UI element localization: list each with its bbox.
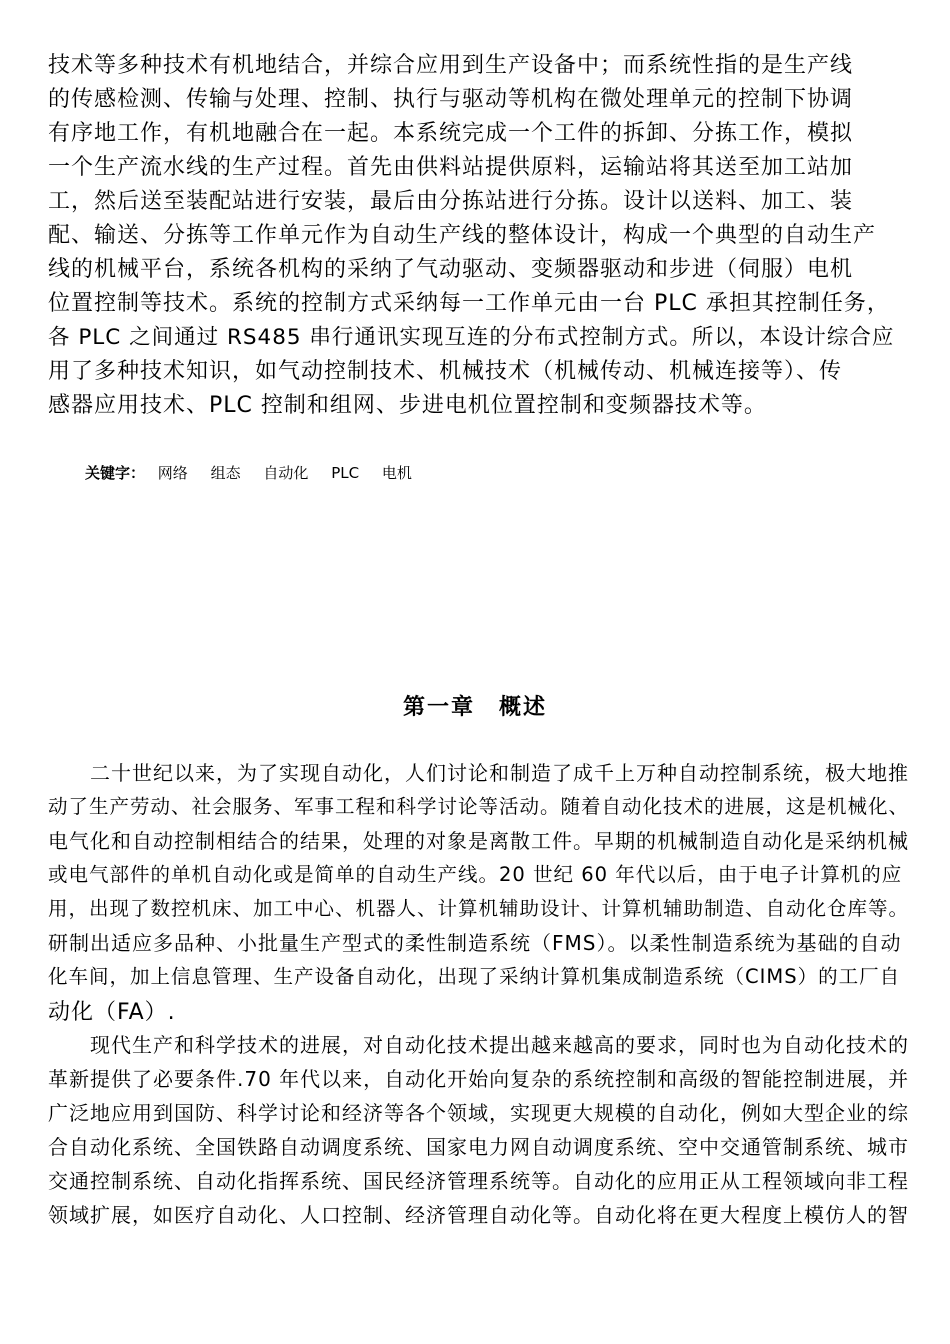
body-line: 电气化和自动控制相结合的结果，处理的对象是离散工件。早期的机械制造自动化是采纳机械 <box>48 829 909 853</box>
body-line: 合自动化系统、全国铁路自动调度系统、国家电力网自动调度系统、空中交通管制系统、城市 <box>48 1135 909 1159</box>
body-line: 领域扩展，如医疗自动化、人口控制、经济管理自动化等。自动化将在更大程度上模仿人的智 <box>48 1203 909 1227</box>
body-line: 动了生产劳动、社会服务、军事工程和科学讨论等活动。随着自动化技术的进展，这是机械化、 <box>48 795 910 818</box>
body-line: 用，出现了数控机床、加工中心、机器人、计算机辅助设计、计算机辅助制造、自动化仓库等。 <box>48 897 910 920</box>
chapter-title: 第一章 概述 <box>402 695 547 720</box>
abstract-line: 感器应用技术、PLC 控制和组网、步进电机位置控制和变频器技术等。 <box>48 393 767 418</box>
abstract-line: 线的机械平台，系统各机构的采纳了气动驱动、变频器驱动和步进（伺服）电机 <box>48 257 854 282</box>
keyword: 组态 <box>210 464 241 482</box>
body-line: 现代生产和科学技术的进展，对自动化技术提出越来越高的要求，同时也为自动化技术的 <box>48 1033 909 1057</box>
keywords-label: 关键字： <box>85 464 146 482</box>
keyword: PLC <box>331 464 360 482</box>
body-line: 化车间，加上信息管理、生产设备自动化，出现了采纳计算机集成制造系统（CIMS）的工厂自 <box>48 965 901 988</box>
abstract-line: 的传感检测、传输与处理、控制、执行与驱动等机构在微处理单元的控制下协调 <box>48 87 854 112</box>
body-line: 动化（FA）. <box>48 1000 176 1025</box>
body-line: 或电气部件的单机自动化或是简单的自动生产线。20 世纪 60 年代以后，由于电子计算机的应 <box>48 863 903 886</box>
abstract-line: 各 PLC 之间通过 RS485 串行通讯实现互连的分布式控制方式。所以，本设计综合应 <box>48 325 895 350</box>
keyword: 电机 <box>381 464 412 482</box>
abstract-line: 用了多种技术知识，如气动控制技术、机械技术（机械传动、机械连接等）、传 <box>48 359 843 384</box>
body-line: 交通控制系统、自动化指挥系统、国民经济管理系统等。自动化的应用正从工程领域向非工程 <box>48 1169 909 1193</box>
body-line: 广泛地应用到国防、科学讨论和经济等各个领域，实现更大规模的自动化，例如大型企业的综 <box>48 1101 909 1125</box>
body-line: 研制出适应多品种、小批量生产型式的柔性制造系统（FMS）。以柔性制造系统为基础的自动 <box>48 931 902 955</box>
abstract-line: 位置控制等技术。系统的控制方式采纳每一工作单元由一台 PLC 承担其控制任务， <box>48 291 890 316</box>
abstract-line: 有序地工作，有机地融合在一起。本系统完成一个工件的拆卸、分拣工作，模拟 <box>48 121 854 146</box>
abstract-line: 配、输送、分拣等工作单元作为自动生产线的整体设计，构成一个典型的自动生产 <box>48 223 877 248</box>
abstract-line: 工，然后送至装配站进行安装，最后由分拣站进行分拣。设计以送料、加工、装 <box>48 189 854 214</box>
abstract-line: 一个生产流水线的生产过程。首先由供料站提供原料，运输站将其送至加工站加 <box>48 155 854 180</box>
keyword: 网络 <box>157 464 188 482</box>
keyword: 自动化 <box>263 464 309 482</box>
keywords <box>85 462 430 483</box>
body-line: 二十世纪以来，为了实现自动化，人们讨论和制造了成千上万种自动控制系统，极大地推 <box>48 761 909 785</box>
body-line: 革新提供了必要条件.70 年代以来，自动化开始向复杂的系统控制和高级的智能控制进展，并 <box>48 1067 910 1091</box>
abstract-line: 技术等多种技术有机地结合，并综合应用到生产设备中；而系统性指的是生产线 <box>48 53 854 78</box>
